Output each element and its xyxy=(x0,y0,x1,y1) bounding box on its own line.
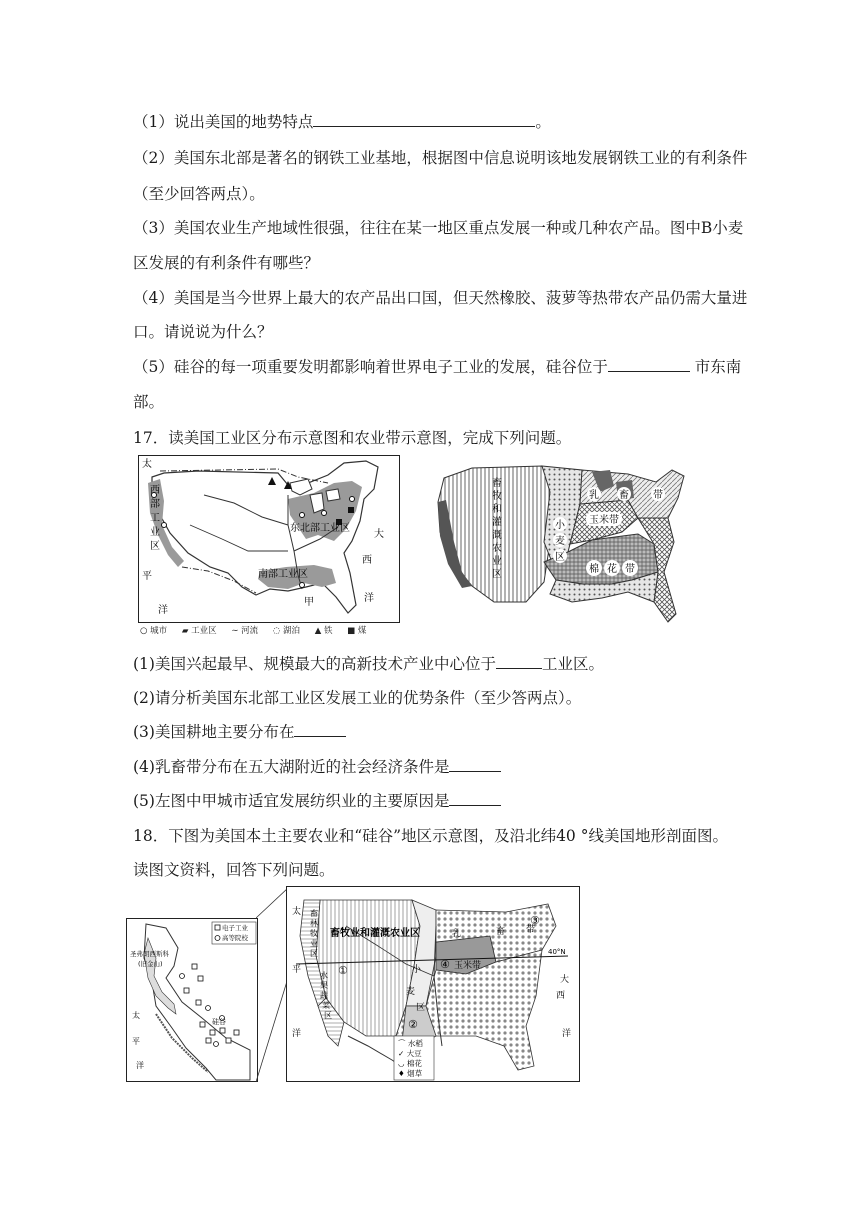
legend-river: ∼ 河流 xyxy=(231,626,259,636)
q16-part4-line2: 口。请说说为什么？ xyxy=(133,323,273,341)
svg-text:区: 区 xyxy=(492,569,502,580)
ocean-label-ping: 平 xyxy=(142,571,152,582)
legend-lake: ◌ 湖泊 xyxy=(272,626,300,636)
corn-belt-label xyxy=(586,512,622,526)
q16-part1-end: 。 xyxy=(535,113,551,131)
q17-part1 xyxy=(133,654,733,674)
q16-part3-line1: （3）美国农业生产地域性很强，往往在某一地区重点发展一种或几种农产品。图中B小麦 xyxy=(133,219,744,237)
svg-text:业: 业 xyxy=(310,939,318,948)
pasture-irrigation-label: 畜牧业和灌溉农业区 xyxy=(330,928,420,939)
q17-part5 xyxy=(133,791,733,811)
q16-part1 xyxy=(133,112,733,132)
city-jia-label: 甲 xyxy=(304,597,314,608)
ocean-label-yang: 洋 xyxy=(158,605,168,616)
city-san-francisco-alt: (旧金山) xyxy=(138,960,163,968)
svg-text:业: 业 xyxy=(492,556,502,567)
q17-part3-text: (3)美国耕地主要分布在 xyxy=(133,723,295,741)
q17-part1-text: (1)美国兴起最早、规模最大的高新技术产业中心位于 xyxy=(133,655,496,673)
svg-text:太: 太 xyxy=(292,907,302,917)
svg-text:蔬: 蔬 xyxy=(320,991,328,1000)
svg-text:太: 太 xyxy=(132,1011,140,1020)
silicon-valley-map xyxy=(126,918,258,1082)
svg-text:区: 区 xyxy=(310,949,318,958)
svg-text:工: 工 xyxy=(150,513,160,524)
silicon-valley-label: 硅谷 xyxy=(212,1018,226,1026)
svg-text:大: 大 xyxy=(560,975,570,985)
svg-text:畜: 畜 xyxy=(310,909,318,918)
q16-part5-end: 市东南 xyxy=(689,358,742,376)
q17-part2: (2)请分析美国东北部工业区发展工业的优势条件（至少答两点）。 xyxy=(133,689,582,707)
city-san-francisco: 圣弗朗西斯科 xyxy=(130,950,169,958)
svg-text:西: 西 xyxy=(556,991,566,1001)
svg-text:菜: 菜 xyxy=(322,1001,330,1010)
wheat-area-label xyxy=(553,517,567,563)
region-num-4: ④ xyxy=(440,958,450,971)
svg-text:溉: 溉 xyxy=(492,530,502,541)
svg-text:洋: 洋 xyxy=(562,1029,572,1039)
svg-text:区: 区 xyxy=(324,1011,332,1020)
us-agriculture-belt-map xyxy=(432,452,702,630)
us-industry-map xyxy=(138,455,400,623)
q16-part5-line1 xyxy=(133,357,742,377)
svg-text:牧: 牧 xyxy=(492,491,502,502)
q16-part1-text: （1）说出美国的地势特点 xyxy=(133,113,314,131)
legend-electronics: 电子工业 xyxy=(222,924,248,932)
q16-part5-line2: 部。 xyxy=(133,393,165,411)
ocean-label-da: 大 xyxy=(374,529,384,540)
answer-blank[interactable] xyxy=(608,357,690,372)
answer-blank[interactable] xyxy=(294,722,346,737)
svg-text:洋: 洋 xyxy=(292,1029,302,1039)
forest-pasture-label xyxy=(310,908,318,958)
svg-text:麦: 麦 xyxy=(406,987,416,997)
cotton-belt-label xyxy=(586,560,638,576)
region-num-2: ② xyxy=(408,1018,418,1031)
svg-text:⌒ 水稻: ⌒ 水稻 xyxy=(398,1039,423,1048)
q17-part4-text: (4)乳畜带分布在五大湖附近的社会经济条件是 xyxy=(133,758,450,776)
svg-text:农: 农 xyxy=(492,543,502,554)
northeast-industry-label: 东北部工业区 xyxy=(290,523,350,534)
svg-text:水: 水 xyxy=(320,971,328,980)
svg-text:带: 带 xyxy=(653,490,663,501)
q17-part3 xyxy=(133,722,733,742)
us-agriculture-detail-map xyxy=(286,886,580,1082)
svg-text:部: 部 xyxy=(150,499,160,510)
svg-text:灌: 灌 xyxy=(492,517,502,528)
west-industry-label xyxy=(150,484,160,552)
svg-text:小: 小 xyxy=(412,965,422,975)
svg-text:果: 果 xyxy=(320,981,328,990)
svg-text:畜: 畜 xyxy=(619,490,629,501)
svg-text:牧: 牧 xyxy=(310,929,318,938)
ocean-label-tai: 太 xyxy=(142,459,152,470)
q16-part2-line1: （2）美国东北部是著名的钢铁工业基地，根据图中信息说明该地发展钢铁工业的有利条件 xyxy=(133,149,748,167)
region-num-1: ① xyxy=(338,964,348,977)
legend-coal: ■ 煤 xyxy=(347,626,367,636)
q17-part1-end: 工业区。 xyxy=(541,655,604,673)
q17-title: 17．读美国工业区分布示意图和农业带示意图，完成下列问题。 xyxy=(133,429,572,447)
svg-text:棉: 棉 xyxy=(589,564,599,575)
svg-text:林: 林 xyxy=(310,919,318,928)
svg-text:花: 花 xyxy=(607,564,617,575)
legend-iron: ▲ 铁 xyxy=(314,626,333,636)
answer-blank[interactable] xyxy=(449,791,501,806)
q16-part4-line1: （4）美国是当今世界上最大的农产品出口国，但天然橡胶、菠萝等热带农产品仍需大量进 xyxy=(133,289,748,307)
industry-map-legend xyxy=(140,624,410,638)
q16-part3-line2: 区发展的有利条件有哪些？ xyxy=(133,254,320,272)
q16-part5-text: （5）硅谷的每一项重要发明都影响着世界电子工业的发展，硅谷位于 xyxy=(133,358,608,376)
svg-text:乳: 乳 xyxy=(589,490,599,501)
svg-text:区: 区 xyxy=(416,1003,426,1013)
corn-belt-label: 玉米带 xyxy=(454,961,482,971)
legend-city: ○ 城市 xyxy=(140,626,168,636)
inset-connector xyxy=(256,888,288,1082)
svg-text:带: 带 xyxy=(526,925,536,935)
answer-blank[interactable] xyxy=(449,757,501,772)
latitude-40n-label: 40°N xyxy=(548,948,566,956)
svg-text:麦: 麦 xyxy=(555,536,565,547)
svg-text:平: 平 xyxy=(132,1037,140,1046)
q18-line1: 18．下图为美国本土主要农业和“硅谷”地区示意图，及沿北纬40 °线美国地形剖面图。 xyxy=(133,827,728,845)
svg-text:玉米带: 玉米带 xyxy=(589,515,619,526)
legend-colleges: 高等院校 xyxy=(222,934,248,942)
ocean-label-xi: 西 xyxy=(362,555,372,566)
svg-text:和: 和 xyxy=(492,504,502,515)
legend-industry-zone: ▰ 工业区 xyxy=(181,626,217,636)
svg-text:业: 业 xyxy=(150,527,160,538)
svg-text:畜: 畜 xyxy=(496,927,506,937)
svg-text:带: 带 xyxy=(625,564,635,575)
region-num-3: ③ xyxy=(530,914,540,927)
svg-text:♦ 烟草: ♦ 烟草 xyxy=(398,1069,423,1078)
ocean-label-yang2: 洋 xyxy=(364,593,374,604)
dairy-belt-label xyxy=(587,487,665,501)
answer-blank[interactable] xyxy=(496,654,542,669)
svg-text:区: 区 xyxy=(555,552,565,563)
svg-text:◡ 棉花: ◡ 棉花 xyxy=(398,1059,422,1068)
svg-text:平: 平 xyxy=(292,965,302,975)
svg-text:乳: 乳 xyxy=(452,929,462,939)
svg-text:洋: 洋 xyxy=(136,1061,144,1070)
q16-part2-line2: （至少回答两点）。 xyxy=(133,185,265,203)
svg-text:区: 区 xyxy=(150,541,160,552)
svg-text:小: 小 xyxy=(555,520,565,531)
answer-blank[interactable] xyxy=(313,112,535,127)
svg-text:西: 西 xyxy=(150,485,160,496)
svg-text:畜: 畜 xyxy=(492,478,502,489)
q17-part4 xyxy=(133,757,733,777)
south-industry-label: 南部工业区 xyxy=(258,569,308,580)
svg-text:✓ 大豆: ✓ 大豆 xyxy=(398,1049,422,1058)
q17-part5-text: (5)左图中甲城市适宜发展纺织业的主要原因是 xyxy=(133,792,450,810)
q18-line2: 读图文资料，回答下列问题。 xyxy=(133,861,335,879)
